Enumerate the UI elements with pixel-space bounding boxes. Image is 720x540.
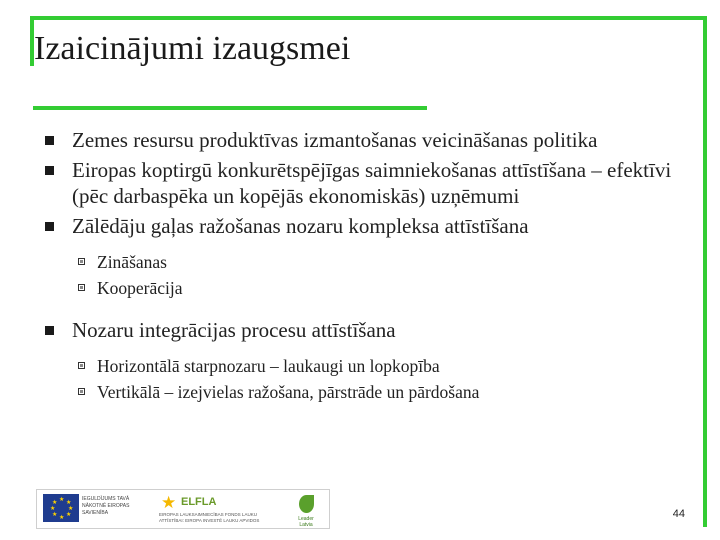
leader-logo-text: Leader Latvia	[298, 516, 314, 528]
hollow-square-bullet-icon	[78, 362, 85, 369]
sub-bullet-item	[42, 355, 692, 377]
bullet-item	[42, 213, 692, 239]
bullet-text: Zemes resursu produktīvas izmantošanas veicināšanas politika	[72, 128, 598, 152]
leader-logo	[291, 493, 321, 528]
leaf-icon	[299, 495, 314, 513]
bullet-text: Nozaru integrācijas procesu attīstīšana	[72, 318, 396, 342]
bullet-text: Eiropas koptirgū konkurētspējīgas saimniekošanas attīstīšana – efektīvi (pēc darbaspēka un kopējās ekonomiskās) uzņēmumi	[72, 158, 672, 208]
square-bullet-icon	[45, 222, 54, 231]
sub-bullet-text: Vertikālā – izejvielas ražošana, pārstrāde un pārdošana	[97, 382, 480, 402]
sub-bullet-text: Zināšanas	[97, 252, 167, 272]
elfla-logo-text: EIROPAS LAUKSAIMNIECĪBAS FONDS LAUKU ATTĪSTĪBAI: EIROPA INVESTĒ LAUKU APVIDOS	[159, 512, 260, 523]
square-bullet-icon	[45, 166, 54, 175]
hollow-square-bullet-icon	[78, 284, 85, 291]
sub-bullet-text: Horizontālā starpnozaru – laukaugi un lopkopība	[97, 356, 440, 376]
sub-bullet-item	[42, 381, 692, 403]
frame-right-line	[703, 16, 707, 527]
square-bullet-icon	[45, 136, 54, 145]
bullet-text: Zālēdāju gaļas ražošanas nozaru kompleksa attīstīšana	[72, 214, 529, 238]
bullet-item	[42, 157, 692, 209]
sub-bullet-text: Kooperācija	[97, 278, 183, 298]
elfla-logo-name: ELFLA	[181, 496, 217, 508]
funding-logos-bar	[36, 489, 330, 529]
sub-bullet-item	[42, 277, 692, 299]
elfla-logo	[159, 493, 279, 525]
frame-top-line	[30, 16, 707, 20]
sub-bullet-item	[42, 251, 692, 273]
hollow-square-bullet-icon	[78, 388, 85, 395]
eu-logo-text: IEGULDĪJUMS TAVĀ NĀKOTNĒ EIROPAS SAVIENĪBA	[82, 496, 130, 516]
bullet-list	[42, 127, 692, 407]
title-underline	[33, 106, 427, 110]
bullet-item	[42, 127, 692, 153]
slide-title: Izaicinājumi izaugsmei	[34, 30, 351, 67]
eu-flag-icon: ★ ★ ★ ★ ★ ★ ★ ★	[43, 494, 79, 522]
hollow-square-bullet-icon	[78, 258, 85, 265]
elfla-star-icon: ★	[161, 493, 177, 513]
square-bullet-icon	[45, 326, 54, 335]
bullet-item	[42, 317, 692, 343]
page-number: 44	[672, 508, 685, 520]
